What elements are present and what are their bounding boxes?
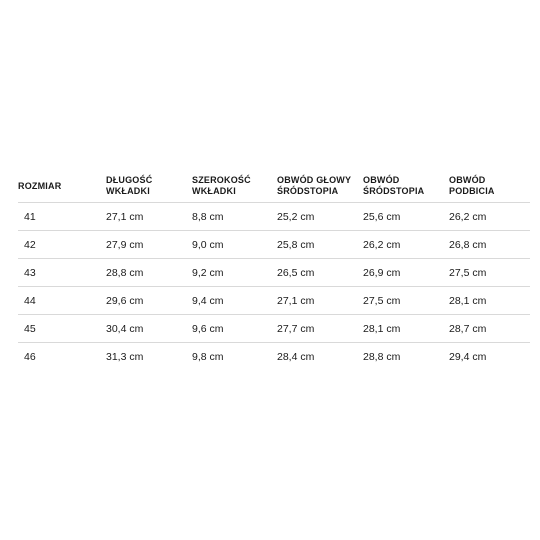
table-cell-size: 46: [24, 350, 36, 363]
header-insole-length-line-1: DŁUGOŚĆ: [106, 175, 153, 185]
table-cell-size: 43: [24, 266, 36, 279]
header-metatarsal-girth-line-2: ŚRÓDSTOPIA: [363, 186, 425, 196]
table-cell: 26,5 cm: [277, 266, 315, 279]
header-metatarsal-head-girth: [277, 175, 363, 197]
table-cell: 27,9 cm: [106, 238, 144, 251]
header-size: [18, 181, 106, 192]
table-cell: 9,2 cm: [192, 266, 224, 279]
table-cell-size: 42: [24, 238, 36, 251]
table-cell: 29,6 cm: [106, 294, 144, 307]
header-insole-width-line-1: SZEROKOŚĆ: [192, 175, 251, 185]
header-insole-length-line-2: WKŁADKI: [106, 186, 150, 196]
table-cell: 28,4 cm: [277, 350, 315, 363]
header-size-line-1: ROZMIAR: [18, 180, 62, 191]
table-row: [18, 231, 530, 259]
table-cell: 27,1 cm: [106, 210, 144, 223]
table-cell: 28,7 cm: [449, 322, 487, 335]
table-cell: 27,7 cm: [277, 322, 315, 335]
table-cell: 27,5 cm: [449, 266, 487, 279]
header-instep-girth-line-1: OBWÓD: [449, 175, 486, 185]
table-cell: 28,8 cm: [106, 266, 144, 279]
table-cell: 28,8 cm: [363, 350, 401, 363]
table-cell-size: 44: [24, 294, 36, 307]
table-cell: 9,0 cm: [192, 238, 224, 251]
header-metatarsal-head-girth-line-1: OBWÓD GŁOWY: [277, 175, 352, 185]
table-cell: 9,4 cm: [192, 294, 224, 307]
table-row: [18, 287, 530, 315]
header-metatarsal-head-girth-line-2: ŚRÓDSTOPIA: [277, 186, 339, 196]
table-row: [18, 259, 530, 287]
table-cell: 27,5 cm: [363, 294, 401, 307]
header-insole-length: [106, 175, 192, 197]
table-cell: 25,8 cm: [277, 238, 315, 251]
table-cell: 9,6 cm: [192, 322, 224, 335]
table-cell: 30,4 cm: [106, 322, 144, 335]
table-cell: 31,3 cm: [106, 350, 144, 363]
table-cell: 28,1 cm: [363, 322, 401, 335]
header-insole-width-line-2: WKŁADKI: [192, 186, 236, 196]
header-instep-girth-line-2: PODBICIA: [449, 186, 495, 196]
table-cell: 26,2 cm: [449, 210, 487, 223]
table-header-row: [18, 170, 530, 203]
table-cell: 9,8 cm: [192, 350, 224, 363]
table-cell: 25,2 cm: [277, 210, 315, 223]
header-metatarsal-girth: [363, 175, 449, 197]
size-table: [18, 170, 530, 370]
table-row: [18, 203, 530, 231]
header-insole-width: [192, 175, 277, 197]
table-row: [18, 343, 530, 370]
table-cell: 25,6 cm: [363, 210, 401, 223]
header-instep-girth: [449, 175, 530, 197]
table-row: [18, 315, 530, 343]
table-cell: 26,9 cm: [363, 266, 401, 279]
table-cell-size: 41: [24, 210, 36, 223]
table-cell: 26,2 cm: [363, 238, 401, 251]
table-cell: 29,4 cm: [449, 350, 487, 363]
table-cell: 8,8 cm: [192, 210, 224, 223]
table-cell: 27,1 cm: [277, 294, 315, 307]
table-cell: 26,8 cm: [449, 238, 487, 251]
table-cell-size: 45: [24, 322, 36, 335]
header-metatarsal-girth-line-1: OBWÓD: [363, 175, 400, 185]
table-cell: 28,1 cm: [449, 294, 487, 307]
